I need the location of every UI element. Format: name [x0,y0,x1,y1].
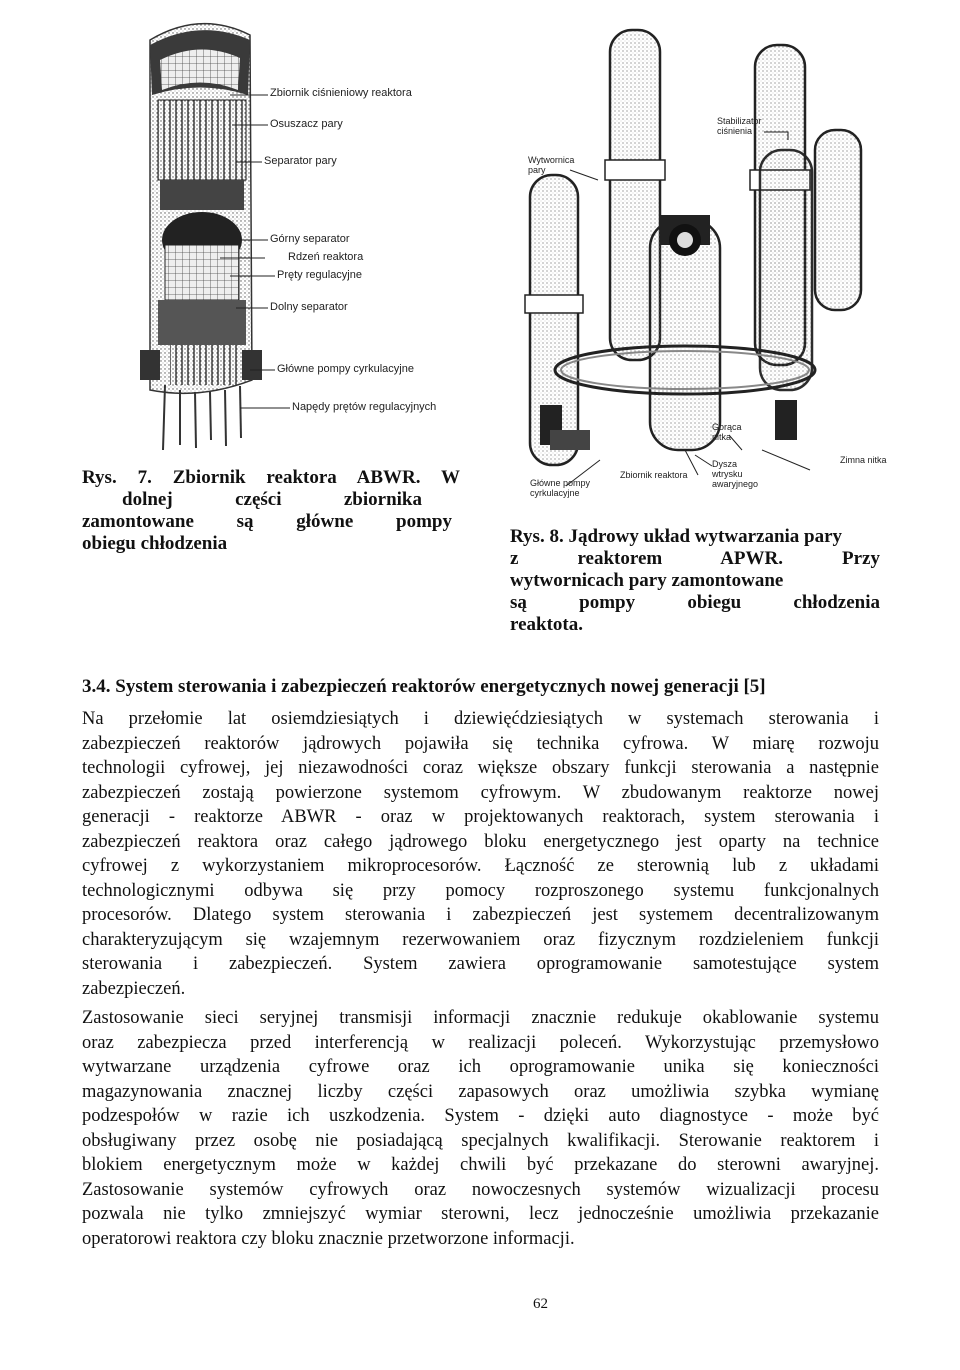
paragraph-line: pozwala nie tylko zmniejszyć wymiar sterowni, lecz jednocześnie umożliwia przekazanie [82,1204,879,1224]
figure-8-caption [510,526,880,636]
label-cold-leg: Zimna nitka [840,455,887,465]
caption-line: reaktota. [510,614,583,635]
paragraph-line: zabezpieczeń zostają powierzone systemom cyfrowym. W zbudowanym reaktorze nowej [82,782,879,803]
paragraph-line: zabezpieczeń reaktorów jądrowych pojawiła się technika cyfrowa. W miarę rozwoju [82,733,879,754]
label-pressure-vessel: Zbiornik ciśnieniowy reaktora [270,87,412,99]
label-hot-leg [712,422,742,442]
paragraph-line: charakteryzującym się wzajemnym rezerwowaniem oraz fizycznym rozdzieleniem funkcji [82,929,879,950]
label-steam-separator: Separator pary [264,155,337,167]
label-line: awaryjnego [712,479,759,489]
figure-7-abwr-vessel [0,0,470,460]
label-line: Gorąca [712,422,742,432]
label-line: ciśnienia [717,126,753,136]
label-upper-separator: Górny separator [270,233,350,245]
paragraph-line: generacji - reaktorze ABWR - oraz w projektowanych reaktorach, system sterowania i [82,807,879,827]
paragraph-line: Zastosowanie systemów cyfrowych oraz nowoczesnych systemów wizualizacji procesu [82,1179,879,1200]
paragraph-line: technologii cyfrowej, jej niezawodności coraz większe obszary funkcji sterowania a następnie [82,758,879,778]
caption-line: Rys. 8. Jądrowy układ wytwarzania pary [510,526,843,547]
caption-line: dolnej części zbiornika [122,489,422,510]
label-control-rods: Pręty regulacyjne [277,269,362,281]
caption-line: wytwornicach pary zamontowane [510,570,784,591]
label-line: Wytwornica [528,155,575,165]
label-reactor-core: Rdzeń reaktora [288,251,364,263]
label-steam-generator [528,155,574,175]
label-line: wtrysku [712,469,743,479]
paragraph-line: oraz zabezpiecza przed interferencją w realizacji poleceń. Wykorzystując przemysłowo [82,1032,879,1053]
label-steam-dryer: Osuszacz pary [270,118,343,130]
caption-line: są pompy obiegu chłodzenia [510,592,880,613]
paragraph-line: podzespołów w razie ich uszkodzenia. System - dzięki auto diagnostyce - może być [82,1106,879,1126]
label-main-pumps: Główne pompy cyrkulacyjne [277,363,414,375]
paragraph-2 [82,1006,879,1251]
paragraph-line: wytwarzane urządzenia cyfrowe oraz ich oprogramowanie unika się konieczności [82,1057,879,1077]
label-line: nitka [712,432,732,442]
paragraph-line: magazynowania znacznej liczby części zapasowych oraz umożliwia szybka wymianę [82,1081,879,1102]
label-line: Stabilizator [717,116,762,126]
paragraph-line: obsługiwany przez osobę nie posiadającą specjalnych kwalifikacji. Sterowanie reaktorem i [82,1130,879,1151]
label-line: pary [528,165,546,175]
label-nozzle [712,459,758,489]
section-heading: 3.4. System sterowania i zabezpieczeń reaktorów energetycznych nowej generacji [5] [82,676,766,697]
label-lower-separator: Dolny separator [270,301,348,313]
figure-7-caption [82,467,460,555]
paragraph-line: Zastosowanie sieci seryjnej transmisji informacji znacznie redukuje okablowanie systemu [82,1008,879,1028]
label-line: cyrkulacyjne [530,488,580,498]
paragraph-line: zabezpieczeń reaktora oraz całego jądrowego bloku energetycznego jest oparty na technice [82,831,879,852]
paragraph-line: sterowania i zabezpieczeń. System zawiera oprogramowanie samotestujące system [82,954,879,974]
paragraph-1 [82,707,879,1001]
caption-line: z reaktorem APWR. Przy [510,548,880,569]
paragraph-line: Na przełomie lat osiemdziesiątych i dziewięćdziesiątych w systemach sterowania i [82,709,879,729]
paragraph-line: operatorowi reaktora czy bloku znacznie przetworzone informacji. [82,1228,575,1249]
paragraph-line: zabezpieczeń. [82,978,186,999]
paragraph-line: blokiem energetycznym może w każdej chwili być przekazane do sterowni awaryjnej. [82,1155,879,1175]
label-reactor-vessel: Zbiornik reaktora [620,470,688,480]
label-pressurizer [717,116,762,136]
label-line: Dysza [712,459,738,469]
caption-line: obiegu chłodzenia [82,533,228,554]
label-rod-drives: Napędy prętów regulacyjnych [292,401,437,413]
paragraph-line: cyfrowej z wykorzystaniem mikroprocesorów. Łączność ze sterownią lub z układami [82,856,879,876]
page-number: 62 [533,1296,548,1312]
caption-line: zamontowane są główne pompy [82,511,452,532]
label-main-pumps-apwr [530,478,590,498]
paragraph-line: procesorów. Dlatego system sterowania i zabezpieczeń jest systemem decentralizowanym [82,905,879,925]
caption-line: Rys. 7. Zbiornik reaktora ABWR. W [82,467,460,488]
paragraph-line: technologicznymi odbywa się przy pomocy rozproszonego systemu funkcjonalnych [82,880,879,901]
label-line: Główne pompy [530,478,591,488]
